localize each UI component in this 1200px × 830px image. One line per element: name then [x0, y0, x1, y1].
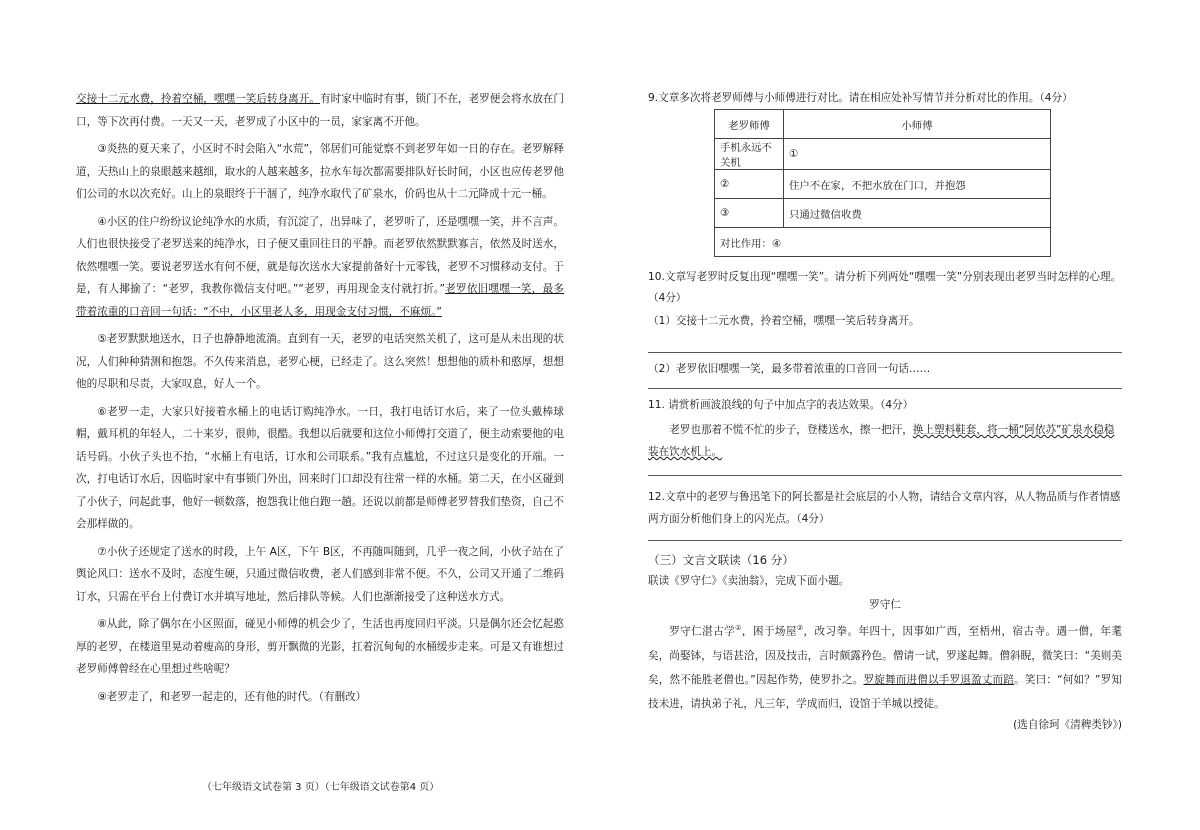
question-11: 11. 请赏析画波浪线的句子中加点字的表达效果。（4分） [648, 399, 914, 411]
table-header-cell: 小师傅 [784, 110, 1051, 139]
paragraph-text: 有时家中临时有事，锁门不在，老罗便会将水放在门口，等下次再付费。一天又一天，老罗成了小区中的一员，家家离不开他。 [76, 93, 565, 128]
question-12: 12.文章中的老罗与鲁迅笔下的阿长都是社会底层的小人物，请结合文章内容，从人物品质与作者情感两方面分析他们身上的闪光点。（4分） [648, 491, 1121, 525]
underlined-sentence: 老罗依旧嘿嘿一笑，最多带着浓重的口音回一句话：“不中，小区里老人多，用现金支付习惯，不麻烦。” [76, 283, 564, 318]
section-instruction: 联读《罗守仁》《卖油翁》，完成下面小题。 [648, 575, 850, 587]
paragraph-5: ⑤老罗默默地送水，日子也静静地流淌。直到有一天，老罗的电话突然关机了，这可是从未出现的状况，人们种种猜测和抱怨。不久传来消息，老罗心梗，已经走了。这么突然！想想他的质朴和憨厚，想想他的尽职和尽责，大家叹息，好人一个。 [76, 333, 564, 390]
question-9: 9.文章多次将老罗师傅与小师傅进行对比。请在相应处补写情节并分析对比的作用。（4分） [648, 92, 1073, 104]
question-10-part-2: （2）老罗依旧嘿嘿一笑，最多带着浓重的口音回一句话…… [648, 363, 931, 375]
question-10: 10.文章写老罗时反复出现“嘿嘿一笑”。请分析下列两处“嘿嘿一笑”分别表现出老罗当时怎样的心理。（4分） [648, 271, 1122, 304]
classical-text-title: 罗守仁 [869, 599, 901, 611]
paragraph-2 [76, 88, 564, 133]
classical-text [648, 616, 1122, 716]
table-cell: ③ [715, 199, 784, 228]
table-row [715, 199, 1051, 228]
table-cell: ① [784, 139, 1051, 170]
underlined-sentence: 交接十二元水费，拎着空桶，嘿嘿一笑后转身离开。 [76, 93, 321, 105]
paragraph-4 [76, 211, 564, 324]
table-row [715, 228, 1051, 257]
table-cell: ② [715, 170, 784, 199]
classical-text-part: 罗守仁湛古学 [669, 625, 736, 638]
paragraph-6: ⑥老罗一走，大家只好接着水桶上的电话订购纯净水。一日，我打电话订水后，来了一位头戴棒球帽，戴耳机的年轻人，二十来岁，很帅，很酷。我想以后就要和这位小师傅打交道了，便主动索要他的电话号码。小伙子头也不抬，“水桶上有电话，订水和公司联系。”我有点尴尬，不过这只是变化的开端。一次，打电话订水后，因临时家中有事锁门外出，回来时门口却没有往常一样的水桶。第二天，在小区碰到了小伙子，问起此事，他好一顿数落，抱怨我让他白跑一趟。还说以前都是师傅老罗替我们垫资，自己不会那样做的。 [76, 405, 564, 530]
paragraph-text: ④小区的住户纷纷议论纯净水的水质，有沉淀了，出异味了，老罗听了，还是嘿嘿一笑，并不言声。人们也很快接受了老罗送来的纯净水，日子便又重回往日的平静。而老罗依然默默寡言，依然及时送水，依然嘿嘿一笑。要说老罗送水有何不便，就是每次送水大家提前备好十元零钱，老罗不习惯移动支付。于是，有人揶揄了：“老罗，我教你微信支付吧。”“老罗，再用现金支付就打折。” [76, 215, 564, 295]
page-footer: （七年级语文试卷第 3 页）（七年级语文试卷第4 页） [202, 782, 440, 793]
quoted-text: 老罗也那着不慌不忙的步子，登楼送水，擦一把汗， [669, 424, 913, 436]
answer-line [648, 388, 1122, 389]
underlined-sentence: 罗旋舞而进僧以手罗退盈丈而踣 [863, 673, 1015, 686]
table-cell: 住户不在家，不把水放在门口，并抱怨 [784, 170, 1051, 199]
paragraph-9: ⑨老罗走了，和老罗一起走的，还有他的时代。（有删改） [97, 690, 367, 703]
question-11-text [648, 419, 1122, 463]
footnote-marker: ② [796, 624, 804, 632]
footnote-marker: ① [735, 624, 742, 632]
classical-text-part: ，困于场屋 [741, 625, 797, 638]
paragraph-3: ③炎热的夏天来了，小区时不时会陷入“水荒”，邻居们可能觉察不到老罗年如一日的存在。老罗解释道，天热山上的泉眼越来越细，取水的人越来越多，拉水车每次都需要排队好长时间，小区也应传老罗他们公司的水以次充好。山上的泉眼终于干涸了，纯净水取代了矿泉水，价码也从十二元降成十元一桶。 [76, 143, 564, 200]
table-cell: 只通过微信收费 [784, 199, 1051, 228]
comparison-table [714, 109, 1051, 257]
wavy-underlined-sentence: 换上塑料鞋套，将一桶“阿依苏”矿泉水稳稳装在饮水机上。 [648, 424, 1115, 458]
table-cell: 对比作用：④ [715, 228, 1051, 257]
table-header-cell: 老罗师傅 [715, 110, 784, 139]
paragraph-8: ⑧从此，除了偶尔在小区照面，碰见小师傅的机会少了，生活也再度回归平淡。只是偶尔还会忆起憨厚的老罗，在楼道里晃动着瘦高的身形，剪开飘微的光影，扛着沉甸甸的水桶缓步走来。可是又有谁想过老罗师傅曾经在心里想过些啥呢？ [76, 618, 564, 675]
table-row [715, 139, 1051, 170]
right-column [648, 88, 1122, 736]
paragraph-7: ⑦小伙子还规定了送水的时段，上午 A区，下午 B区，不再随叫随到，几乎一夜之间，小伙子站在了舆论风口：送水不及时，态度生硬，只通过微信收费，老人们感到非常不便。不久，公司又开通了二维码订水，只需在平台上付费订水并填写地址，然后排队等候。人们也渐渐接受了这种送水方式。 [76, 545, 564, 603]
table-row [715, 170, 1051, 199]
left-column [76, 88, 564, 708]
table-header-row [715, 110, 1051, 139]
source-citation: (选自徐珂《清稗类钞》) [1013, 718, 1122, 731]
classical-text-part: 。笑曰：“何如？”罗知技未进，请执弟子礼，凡三年，学成而归，设馆于羊城以授徒。 [648, 673, 1123, 710]
answer-line [648, 475, 1122, 476]
table-cell: 手机永远不关机 [715, 139, 784, 170]
classical-text-part: ，改习拳。年四十，因事如广西，至梧州，宿古寺。遇一僧，年耄矣，尚娶钵，与语甚洽，因及技击，言时颇露矜色。僧请一试，罗遂起舞。僧斜睨，微笑曰：“美则美矣，然不能胜老僧也。”因起作势，使罗扑之。 [648, 625, 1123, 686]
answer-line [648, 352, 1122, 353]
question-10-part-1: （1）交接十二元水费，拎着空桶，嘿嘿一笑后转身离开。 [648, 315, 920, 327]
answer-line [648, 540, 1122, 541]
section-heading: （三）文言文联读（16 分） [648, 553, 794, 567]
